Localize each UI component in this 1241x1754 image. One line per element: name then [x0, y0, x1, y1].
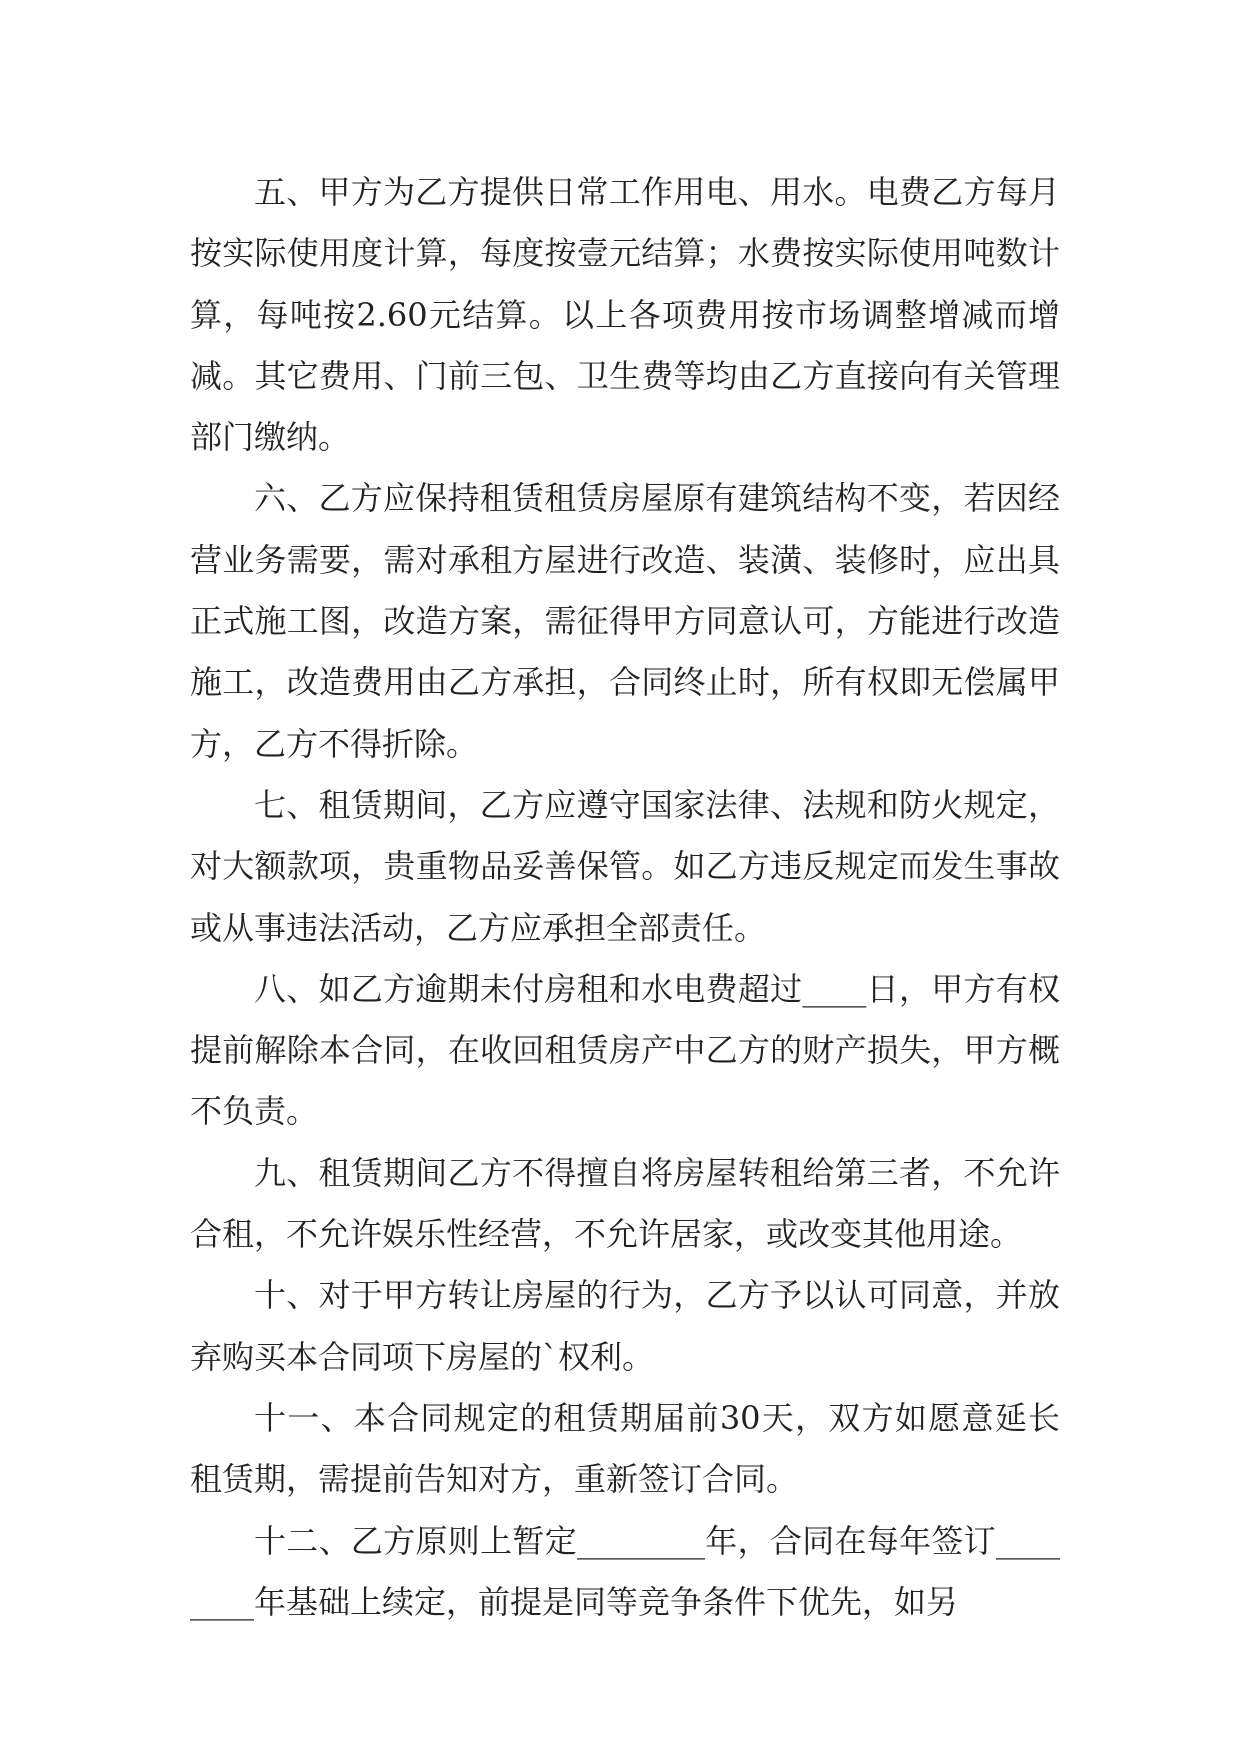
clause-10: 十、对于甲方转让房屋的行为，乙方予以认可同意，并放弃购买本合同项下房屋的`权利。 [190, 1276, 1060, 1376]
clause-11: 十一、本合同规定的租赁期届前30天，双方如愿意延长租赁期，需提前告知对方，重新签订合同。 [190, 1398, 1060, 1499]
clause-8: 八、如乙方逾期未付房租和水电费超过____日，甲方有权提前解除本合同，在收回租赁房产中乙方的财产损失，甲方概不负责。 [190, 969, 1060, 1131]
contract-body [190, 162, 1060, 1633]
clause-6: 六、乙方应保持租赁租赁房屋原有建筑结构不变，若因经营业务需要，需对承租方屋进行改造、装潢、装修时，应出具正式施工图，改造方案，需征得甲方同意认可，方能进行改造施工，改造费用由乙方承担，合同终止时，所有权即无偿属甲方，乙方不得折除。 [190, 479, 1060, 763]
clause-12: 十二、乙方原则上暂定________年，合同在每年签订________年基础上续定，前提是同等竞争条件下优先，如另 [190, 1521, 1060, 1621]
clause-9: 九、租赁期间乙方不得擅自将房屋转租给第三者，不允许合租，不允许娱乐性经营，不允许居家，或改变其他用途。 [190, 1153, 1060, 1254]
clause-5: 五、甲方为乙方提供日常工作用电、用水。电费乙方每月按实际使用度计算，每度按壹元结算；水费按实际使用吨数计算，每吨按2.60元结算。以上各项费用按市场调整增减而增减。其它费用、门前三包、卫生费等均由乙方直接向有关管理部门缴纳。 [190, 173, 1060, 457]
clause-7: 七、租赁期间，乙方应遵守国家法律、法规和防火规定，对大额款项，贵重物品妥善保管。如乙方违反规定而发生事故或从事违法活动，乙方应承担全部责任。 [190, 785, 1060, 947]
